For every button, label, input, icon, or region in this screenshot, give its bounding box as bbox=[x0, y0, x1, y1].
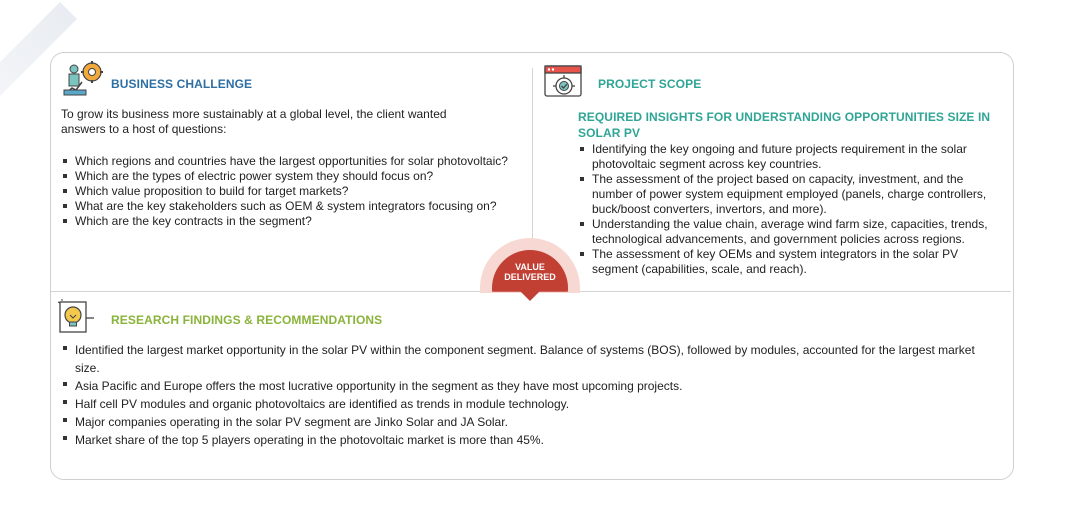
list-item: What are the key stakeholders such as OEM & system integrators focusing on? bbox=[61, 199, 526, 214]
list-item: Half cell PV modules and organic photovoltaics are identified as trends in module technology. bbox=[61, 395, 1001, 413]
list-item: Which are the types of electric power system they should focus on? bbox=[61, 169, 526, 184]
list-item: Which value proposition to build for target markets? bbox=[61, 184, 526, 199]
list-item: Which are the key contracts in the segment? bbox=[61, 214, 526, 229]
project-scope-items bbox=[578, 142, 998, 277]
badge-pointer bbox=[520, 291, 540, 301]
list-item: The assessment of the project based on capacity, investment, and the number of power system equipment employed (panels, charge controllers, buck/boost converters, invertors, and more). bbox=[578, 172, 998, 217]
person-gear-icon bbox=[62, 60, 104, 101]
value-delivered-badge bbox=[480, 238, 580, 308]
list-item: Market share of the top 5 players operating in the photovoltaic market is more than 45%. bbox=[61, 431, 1001, 449]
list-item: Major companies operating in the solar PV segment are Jinko Solar and JA Solar. bbox=[61, 413, 1001, 431]
list-item: Which regions and countries have the largest opportunities for solar photovoltaic? bbox=[61, 154, 526, 169]
list-item: Identified the largest market opportunity in the solar PV within the component segment. Balance of systems (BOS), followed by modules, accounted for the largest market size. bbox=[61, 341, 1001, 377]
browser-target-icon bbox=[544, 65, 584, 106]
list-item: Identifying the key ongoing and future projects requirement in the solar photovoltaic segment across key countries. bbox=[578, 142, 998, 172]
project-scope-subtitle: REQUIRED INSIGHTS FOR UNDERSTANDING OPPORTUNITIES SIZE IN SOLAR PV bbox=[578, 110, 991, 140]
list-item: Understanding the value chain, average wind farm size, capacities, trends, technological advancements, and government policies across regions. bbox=[578, 217, 998, 247]
project-scope-heading: PROJECT SCOPE bbox=[598, 77, 702, 91]
badge-line-1: VALUE bbox=[515, 262, 545, 272]
list-item: The assessment of key OEMs and system integrators in the solar PV segment (capabilities, scale, and reach). bbox=[578, 247, 998, 277]
badge-label bbox=[492, 262, 568, 282]
idea-bulb-icon bbox=[57, 298, 97, 339]
business-challenge-intro: To grow its business more sustainably at a global level, the client wanted answers to a host of questions: bbox=[61, 107, 447, 136]
business-challenge-questions bbox=[61, 154, 526, 229]
research-findings-heading: RESEARCH FINDINGS & RECOMMENDATIONS bbox=[111, 313, 383, 327]
business-challenge-heading: BUSINESS CHALLENGE bbox=[111, 77, 253, 91]
badge-line-2: DELIVERED bbox=[504, 272, 556, 282]
list-item: Asia Pacific and Europe offers the most lucrative opportunity in the segment as they have most upcoming projects. bbox=[61, 377, 1001, 395]
research-findings-items bbox=[61, 341, 1001, 449]
